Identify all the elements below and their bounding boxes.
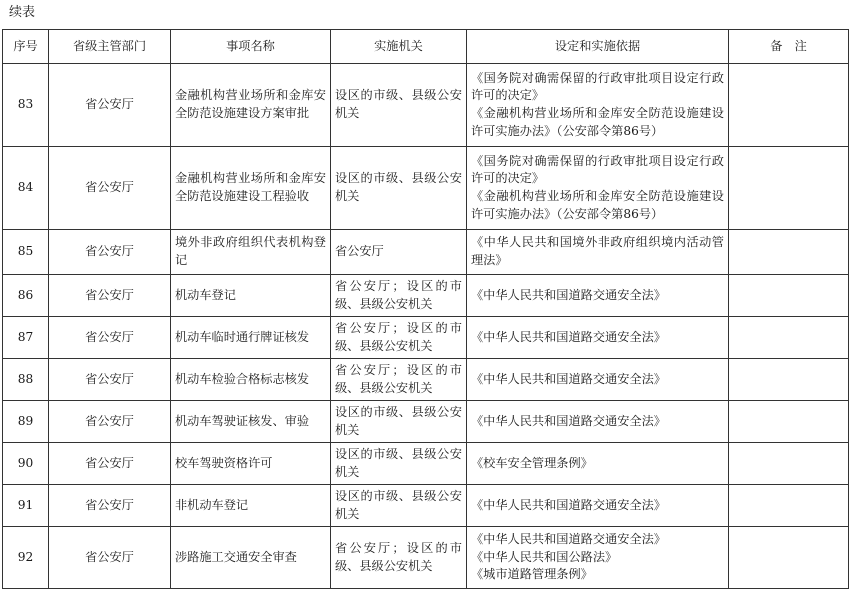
legal-basis-entry: 《中华人民共和国境外非政府组织境内活动管理法》 <box>471 235 724 267</box>
row-serial-number: 90 <box>3 443 49 485</box>
row-item-name: 机动车检验合格标志核发 <box>171 359 331 401</box>
header-department: 省级主管部门 <box>49 30 171 64</box>
row-item-name: 校车驾驶资格许可 <box>171 443 331 485</box>
row-remarks <box>729 527 849 589</box>
legal-basis-entry: 《校车安全管理条例》 <box>471 455 593 470</box>
row-item-name: 机动车临时通行牌证核发 <box>171 317 331 359</box>
table-row <box>3 64 849 147</box>
row-item-name: 金融机构营业场所和金库安全防范设施建设工程验收 <box>171 147 331 230</box>
legal-basis-entry: 《中华人民共和国道路交通安全法》 <box>471 329 666 344</box>
legal-basis-entry: 《中华人民共和国道路交通安全法》 <box>471 497 666 512</box>
row-department: 省公安厅 <box>49 401 171 443</box>
row-legal-basis <box>467 64 729 147</box>
legal-basis-entry: 《中华人民共和国道路交通安全法》 <box>471 287 666 302</box>
row-legal-basis <box>467 527 729 589</box>
legal-basis-entry: 《城市道路管理条例》 <box>471 567 593 582</box>
row-serial-number: 84 <box>3 147 49 230</box>
row-legal-basis <box>467 230 729 275</box>
row-serial-number: 83 <box>3 64 49 147</box>
table-row <box>3 230 849 275</box>
table-row <box>3 443 849 485</box>
table-row <box>3 147 849 230</box>
row-item-name: 境外非政府组织代表机构登记 <box>171 230 331 275</box>
row-implementing-agency: 设区的市级、县级公安机关 <box>331 64 467 147</box>
row-legal-basis <box>467 275 729 317</box>
row-serial-number: 92 <box>3 527 49 589</box>
row-implementing-agency: 省公安厅；设区的市级、县级公安机关 <box>331 527 467 589</box>
approval-items-table <box>2 29 849 589</box>
row-remarks <box>729 147 849 230</box>
table-row <box>3 317 849 359</box>
row-legal-basis <box>467 147 729 230</box>
row-serial-number: 85 <box>3 230 49 275</box>
table-row <box>3 485 849 527</box>
legal-basis-entry: 《金融机构营业场所和金库安全防范设施建设许可实施办法》（公安部令第86号） <box>471 106 724 138</box>
row-remarks <box>729 443 849 485</box>
row-department: 省公安厅 <box>49 147 171 230</box>
row-implementing-agency: 省公安厅；设区的市级、县级公安机关 <box>331 317 467 359</box>
table-row <box>3 527 849 589</box>
header-remarks: 备 注 <box>729 30 849 64</box>
legal-basis-entry: 《中华人民共和国道路交通安全法》 <box>471 371 666 386</box>
row-remarks <box>729 359 849 401</box>
table-caption: 续表 <box>9 5 36 20</box>
row-serial-number: 86 <box>3 275 49 317</box>
row-department: 省公安厅 <box>49 317 171 359</box>
row-legal-basis <box>467 401 729 443</box>
legal-basis-entry: 《中华人民共和国道路交通安全法》 <box>471 413 666 428</box>
header-item-name: 事项名称 <box>171 30 331 64</box>
header-serial-number: 序号 <box>3 30 49 64</box>
row-remarks <box>729 64 849 147</box>
row-remarks <box>729 230 849 275</box>
row-remarks <box>729 485 849 527</box>
legal-basis-entry: 《国务院对确需保留的行政审批项目设定行政许可的决定》 <box>471 70 724 103</box>
legal-basis-entry: 《金融机构营业场所和金库安全防范设施建设许可实施办法》（公安部令第86号） <box>471 189 724 221</box>
row-department: 省公安厅 <box>49 485 171 527</box>
row-remarks <box>729 275 849 317</box>
row-implementing-agency: 设区的市级、县级公安机关 <box>331 485 467 527</box>
table-row <box>3 401 849 443</box>
row-department: 省公安厅 <box>49 275 171 317</box>
header-legal-basis: 设定和实施依据 <box>467 30 729 64</box>
row-legal-basis <box>467 317 729 359</box>
row-item-name: 机动车登记 <box>171 275 331 317</box>
row-remarks <box>729 317 849 359</box>
row-implementing-agency: 设区的市级、县级公安机关 <box>331 147 467 230</box>
row-implementing-agency: 省公安厅；设区的市级、县级公安机关 <box>331 275 467 317</box>
legal-basis-entry: 《中华人民共和国公路法》 <box>471 549 618 564</box>
row-item-name: 机动车驾驶证核发、审验 <box>171 401 331 443</box>
row-department: 省公安厅 <box>49 359 171 401</box>
row-serial-number: 87 <box>3 317 49 359</box>
legal-basis-entry: 《国务院对确需保留的行政审批项目设定行政许可的决定》 <box>471 153 724 186</box>
legal-basis-entry: 《中华人民共和国道路交通安全法》 <box>471 532 666 547</box>
header-row <box>3 30 849 64</box>
row-implementing-agency: 省公安厅 <box>331 230 467 275</box>
row-serial-number: 91 <box>3 485 49 527</box>
row-department: 省公安厅 <box>49 527 171 589</box>
row-item-name: 非机动车登记 <box>171 485 331 527</box>
row-legal-basis <box>467 485 729 527</box>
row-legal-basis <box>467 443 729 485</box>
table-row <box>3 359 849 401</box>
table-row <box>3 275 849 317</box>
row-serial-number: 89 <box>3 401 49 443</box>
header-implementing-agency: 实施机关 <box>331 30 467 64</box>
row-implementing-agency: 设区的市级、县级公安机关 <box>331 443 467 485</box>
row-remarks <box>729 401 849 443</box>
row-department: 省公安厅 <box>49 64 171 147</box>
row-item-name: 涉路施工交通安全审查 <box>171 527 331 589</box>
row-implementing-agency: 设区的市级、县级公安机关 <box>331 401 467 443</box>
row-item-name: 金融机构营业场所和金库安全防范设施建设方案审批 <box>171 64 331 147</box>
row-serial-number: 88 <box>3 359 49 401</box>
row-legal-basis <box>467 359 729 401</box>
row-department: 省公安厅 <box>49 230 171 275</box>
row-department: 省公安厅 <box>49 443 171 485</box>
row-implementing-agency: 省公安厅；设区的市级、县级公安机关 <box>331 359 467 401</box>
